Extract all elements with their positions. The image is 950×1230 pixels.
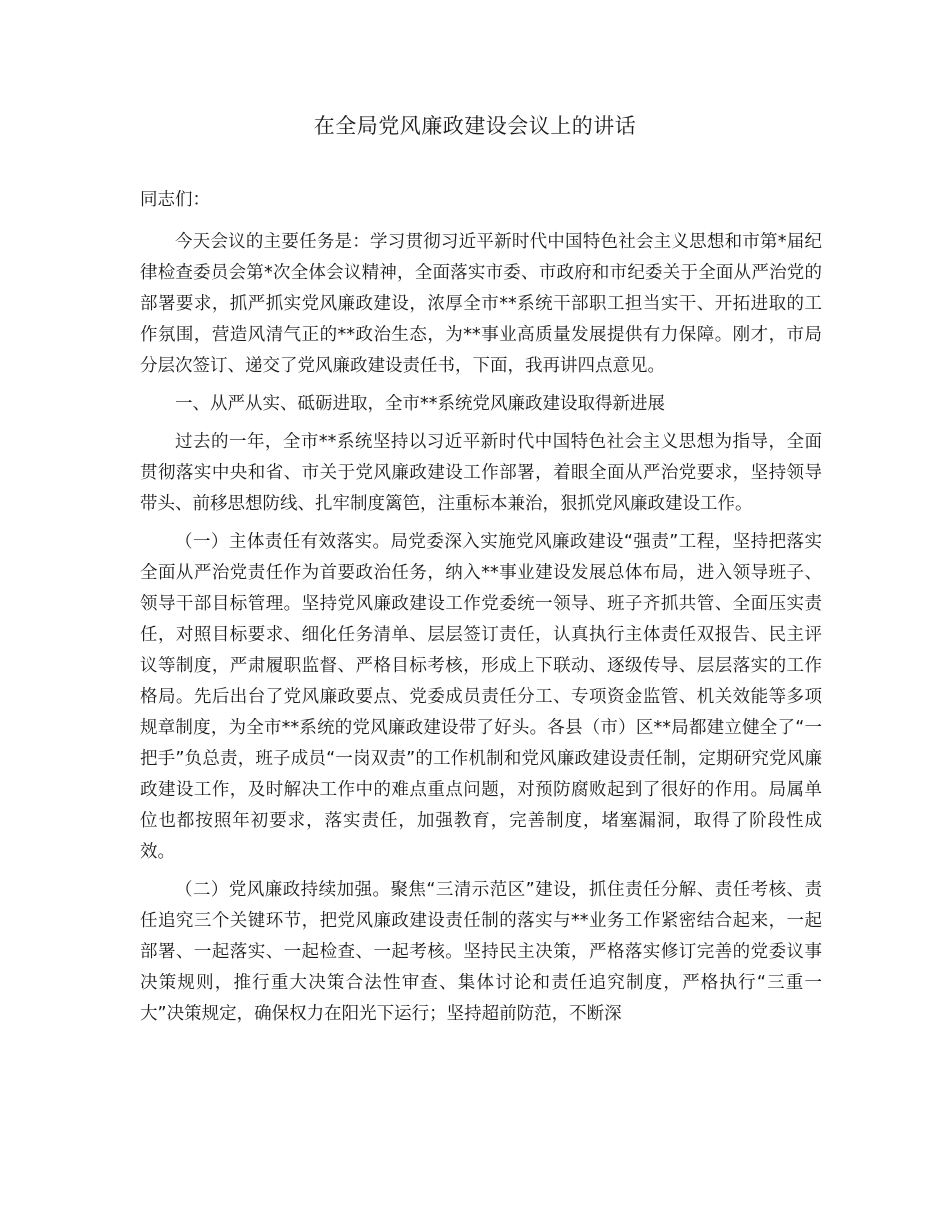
paragraph-intro: 今天会议的主要任务是：学习贯彻习近平新时代中国特色社会主义思想和市第*届纪律检查委员会第*次全体会议精神，全面落实市委、市政府和市纪委关于全面从严治党的部署要求，抓严抓实党风廉政建设，浓厚全市**系统干部职工担当实干、开拓进取的工作氛围，营造风清气正的**政治生态，为**事业高质量发展提供有力保障。刚才，市局分层次签订、递交了党风廉政建设责任书，下面，我再讲四点意见。 [140, 232, 822, 376]
salutation: 同志们： [140, 190, 210, 210]
paragraph-subsection-2: （二）党风廉政持续加强。聚焦“三清示范区”建设，抓住责任分解、责任考核、责任追究三个关键环节，把党风廉政建设责任制的落实与**业务工作紧密结合起来，一起部署、一起落实、一起检查、一起考核。坚持民主决策，严格落实修订完善的党委议事决策规则，推行重大决策合法性审查、集体讨论和责任追究制度，严格执行“三重一大”决策规定，确保权力在阳光下运行；坚持超前防范，不断深 [140, 880, 822, 1024]
document-title: 在全局党风廉政建设会议上的讲话 [313, 114, 637, 138]
paragraph-overview: 过去的一年，全市**系统坚持以习近平新时代中国特色社会主义思想为指导，全面贯彻落实中央和省、市关于党风廉政建设工作部署，着眼全面从严治党要求，坚持领导带头、前移思想防线、扎牢制度篱笆，注重标本兼治，狠抓党风廉政建设工作。 [140, 432, 822, 514]
section-heading-1: 一、从严从实、砥砺进取，全市**系统党风廉政建设取得新进展 [175, 394, 665, 414]
document-body [140, 185, 822, 1037]
paragraph-subsection-1: （一）主体责任有效落实。局党委深入实施党风廉政建设“强责”工程，坚持把落实全面从严治党责任作为首要政治任务，纳入**事业建设发展总体布局，进入领导班子、领导干部目标管理。坚持党风廉政建设工作党委统一领导、班子齐抓共管、全面压实责任，对照目标要求、细化任务清单、层层签订责任，认真执行主体责任双报告、民主评议等制度，严肃履职监督、严格目标考核，形成上下联动、逐级传导、层层落实的工作格局。先后出台了党风廉政要点、党委成员责任分工、专项资金监管、机关效能等多项规章制度，为全市**系统的党风廉政建设带了好头。各县（市）区**局都建立健全了“一把手”负总责，班子成员“一岗双责”的工作机制和党风廉政建设责任制，定期研究党风廉政建设工作，及时解决工作中的难点重点问题，对预防腐败起到了很好的作用。局属单位也都按照年初要求，落实责任，加强教育，完善制度，堵塞漏洞，取得了阶段性成效。 [140, 532, 822, 862]
